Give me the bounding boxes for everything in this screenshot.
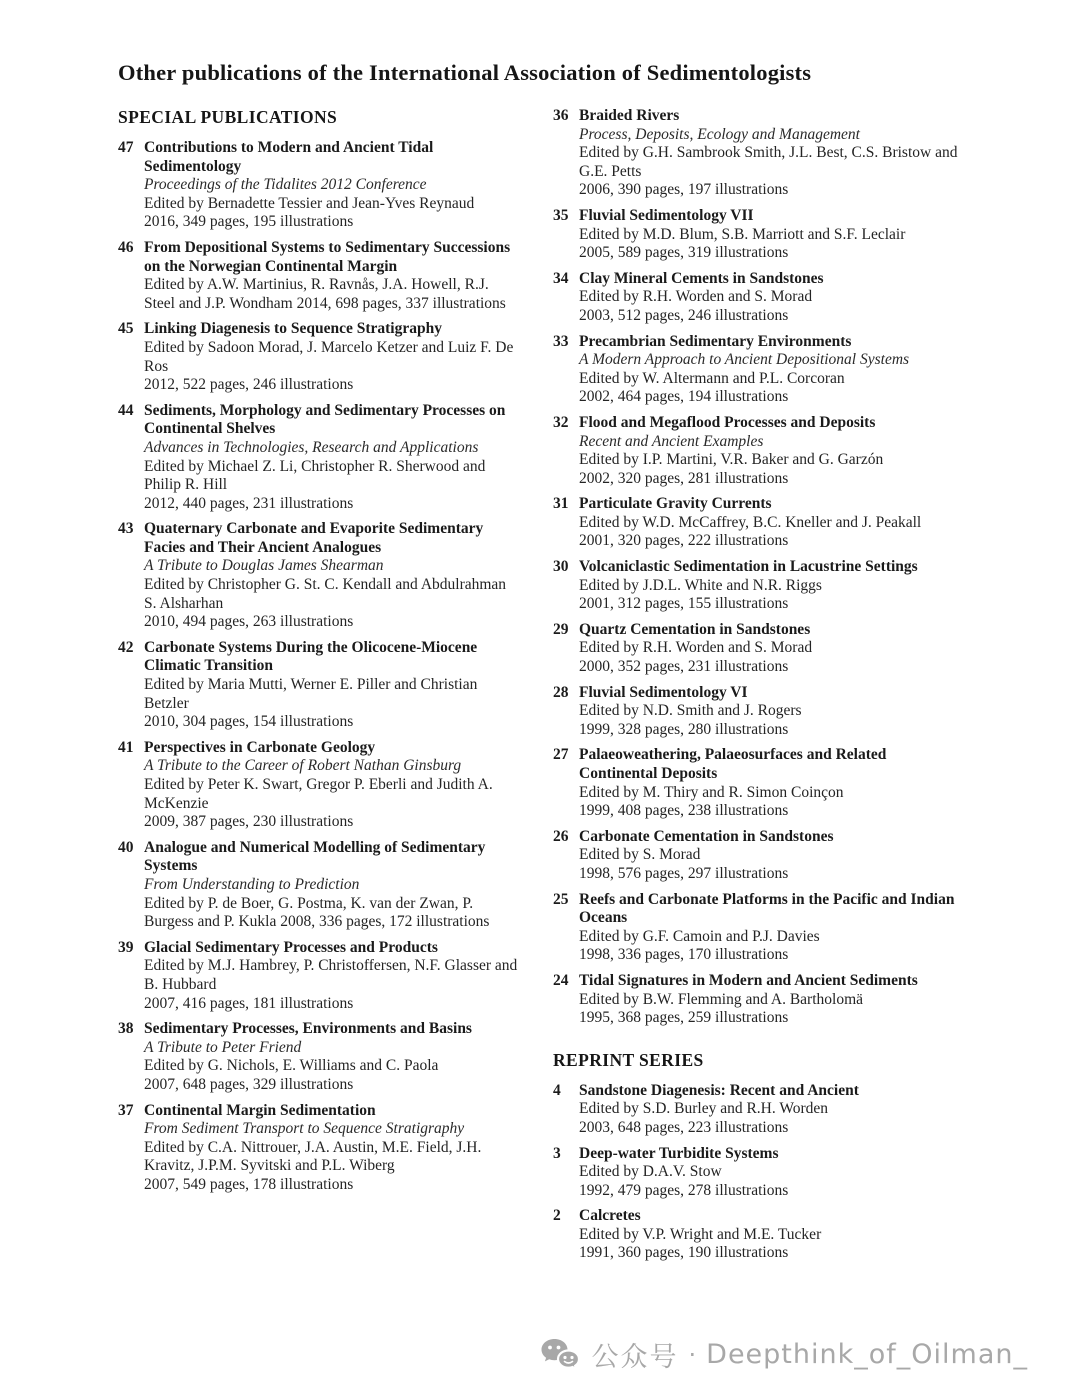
publication-title: Volcaniclastic Sedimentation in Lacustrine Settings bbox=[579, 558, 918, 576]
publication-item bbox=[553, 828, 967, 884]
watermark-label: 公众号 bbox=[591, 1342, 679, 1373]
publication-number: 39 bbox=[118, 938, 134, 956]
publication-details: 2007, 648 pages, 329 illustrations bbox=[144, 1075, 354, 1093]
publication-number: 36 bbox=[553, 107, 569, 124]
publication-title: Precambrian Sedimentary Environments bbox=[579, 332, 852, 350]
publication-body bbox=[579, 972, 967, 1028]
publication-details: 2003, 512 pages, 246 illustrations bbox=[579, 306, 789, 324]
publication-details: Edited by M. Thiry and R. Simon Coinçon bbox=[579, 783, 844, 801]
publication-number: 26 bbox=[553, 827, 569, 845]
publication-details: Edited by M.D. Blum, S.B. Marriott and S.F. Leclair bbox=[579, 225, 906, 243]
publication-details: 2001, 312 pages, 155 illustrations bbox=[579, 595, 789, 613]
publication-details: Edited by D.A.V. Stow bbox=[579, 1163, 722, 1181]
publication-item bbox=[553, 621, 967, 677]
publication-details: Edited by I.P. Martini, V.R. Baker and G. Garzón bbox=[579, 451, 884, 469]
publication-body bbox=[144, 1102, 522, 1195]
publication-details: 1998, 576 pages, 297 illustrations bbox=[579, 864, 789, 882]
publication-number: 41 bbox=[118, 738, 134, 756]
publication-body bbox=[144, 520, 522, 632]
publication-body bbox=[579, 621, 967, 677]
publication-title: Sediments, Morphology and Sedimentary Processes on Continental Shelves bbox=[144, 401, 506, 438]
publication-details: 2001, 320 pages, 222 illustrations bbox=[579, 532, 789, 550]
publication-number: 33 bbox=[553, 332, 569, 350]
publication-item bbox=[118, 320, 522, 394]
two-column-layout bbox=[118, 107, 1080, 1270]
publication-body bbox=[579, 333, 967, 407]
publication-number: 38 bbox=[118, 1020, 134, 1038]
publication-details: Edited by S.D. Burley and R.H. Worden bbox=[579, 1100, 829, 1118]
wechat-icon bbox=[540, 1337, 580, 1373]
publication-details: Edited by Sadoon Morad, J. Marcelo Ketzer and Luiz F. De Ros bbox=[144, 338, 514, 375]
publication-body bbox=[579, 746, 967, 820]
publication-item bbox=[553, 495, 967, 551]
publication-body bbox=[144, 139, 522, 232]
publication-number: 29 bbox=[553, 620, 569, 638]
publication-title: Fluvial Sedimentology VII bbox=[579, 206, 754, 224]
section-heading: REPRINT SERIES bbox=[553, 1049, 704, 1070]
publication-number: 37 bbox=[118, 1101, 134, 1119]
publication-details: 1991, 360 pages, 190 illustrations bbox=[579, 1244, 789, 1262]
publication-item bbox=[118, 520, 522, 632]
publication-body bbox=[579, 828, 967, 884]
publication-title: Sandstone Diagenesis: Recent and Ancient bbox=[579, 1081, 859, 1099]
publication-number: 34 bbox=[553, 269, 569, 287]
publication-details: Edited by B.W. Flemming and A. Bartholomä bbox=[579, 990, 864, 1008]
publication-details: Edited by V.P. Wright and M.E. Tucker bbox=[579, 1225, 822, 1243]
publication-body bbox=[144, 1020, 522, 1094]
publication-details: Edited by R.H. Worden and S. Morad bbox=[579, 639, 813, 657]
page-title: Other publications of the International Association of Sedimentologists bbox=[118, 60, 812, 85]
publication-item bbox=[553, 972, 967, 1028]
publication-item bbox=[118, 239, 522, 313]
publication-title: Particulate Gravity Currents bbox=[579, 495, 772, 513]
publication-details: 2010, 494 pages, 263 illustrations bbox=[144, 613, 354, 631]
publication-number: 4 bbox=[553, 1081, 561, 1099]
publication-details: 2007, 416 pages, 181 illustrations bbox=[144, 994, 354, 1012]
left-column bbox=[118, 107, 522, 1270]
publication-details: Edited by Christopher G. St. C. Kendall and Abdulrahman S. Alsharhan bbox=[144, 576, 507, 612]
publication-item bbox=[118, 139, 522, 232]
publication-body bbox=[579, 558, 967, 614]
publication-details: Edited by C.A. Nittrouer, J.A. Austin, M.E. Field, J.H. Kravitz, J.P.M. Syvitski and P.L. Wiberg bbox=[144, 1138, 482, 1175]
publication-body bbox=[579, 495, 967, 551]
publication-details: 1998, 336 pages, 170 illustrations bbox=[579, 946, 789, 964]
publication-details: Edited by W.D. McCaffrey, B.C. Kneller and J. Peakall bbox=[579, 513, 922, 531]
publication-body bbox=[579, 107, 967, 200]
publication-number: 45 bbox=[118, 320, 134, 338]
publication-title: Contributions to Modern and Ancient Tidal Sedimentology bbox=[144, 139, 434, 175]
publication-details: 2012, 440 pages, 231 illustrations bbox=[144, 494, 354, 512]
publication-title: Sedimentary Processes, Environments and Basins bbox=[144, 1020, 472, 1038]
publication-details: Edited by Bernadette Tessier and Jean-Yves Reynaud bbox=[144, 194, 475, 212]
publication-item bbox=[553, 333, 967, 407]
publication-details: 2003, 648 pages, 223 illustrations bbox=[579, 1118, 789, 1136]
publication-number: 32 bbox=[553, 413, 569, 431]
publication-details: 2009, 387 pages, 230 illustrations bbox=[144, 813, 354, 831]
publication-details: 2002, 320 pages, 281 illustrations bbox=[579, 469, 789, 487]
publication-body bbox=[579, 1145, 967, 1201]
publication-item bbox=[118, 839, 522, 932]
publication-title: Tidal Signatures in Modern and Ancient Sediments bbox=[579, 971, 918, 989]
publication-details: Edited by Peter K. Swart, Gregor P. Eberli and Judith A. McKenzie bbox=[144, 776, 493, 812]
publication-item bbox=[553, 270, 967, 326]
publication-title: Deep-water Turbidite Systems bbox=[579, 1144, 779, 1162]
publication-number: 27 bbox=[553, 746, 569, 764]
publication-subtitle: From Understanding to Prediction bbox=[144, 875, 360, 893]
publication-details: 2002, 464 pages, 194 illustrations bbox=[579, 388, 789, 406]
publication-details: Edited by G.H. Sambrook Smith, J.L. Best, C.S. Bristow and G.E. Petts bbox=[579, 144, 958, 180]
publication-number: 2 bbox=[553, 1207, 561, 1225]
publication-subtitle: Process, Deposits, Ecology and Management bbox=[579, 125, 860, 143]
publication-number: 42 bbox=[118, 638, 134, 656]
publication-number: 44 bbox=[118, 401, 134, 419]
publication-subtitle: Recent and Ancient Examples bbox=[579, 432, 764, 450]
publication-details: Edited by W. Altermann and P.L. Corcoran bbox=[579, 369, 845, 387]
publication-number: 24 bbox=[553, 971, 569, 989]
publication-item bbox=[118, 1020, 522, 1094]
publication-item bbox=[553, 1082, 967, 1138]
publication-body bbox=[579, 270, 967, 326]
publication-item bbox=[553, 414, 967, 488]
publication-details: 2007, 549 pages, 178 illustrations bbox=[144, 1175, 354, 1193]
publication-details: Edited by P. de Boer, G. Postma, K. van der Zwan, P. Burgess and P. Kukla 2008, 336 pages, 172 illustrations bbox=[144, 894, 490, 931]
publication-number: 3 bbox=[553, 1144, 561, 1162]
publication-number: 28 bbox=[553, 683, 569, 701]
publication-body bbox=[579, 684, 967, 740]
publication-title: Reefs and Carbonate Platforms in the Pacific and Indian Oceans bbox=[579, 890, 955, 927]
publication-details: Edited by S. Morad bbox=[579, 846, 701, 864]
publication-details: 1999, 328 pages, 280 illustrations bbox=[579, 720, 789, 738]
publication-details: Edited by G.F. Camoin and P.J. Davies bbox=[579, 927, 820, 945]
publication-number: 31 bbox=[553, 495, 569, 513]
publication-details: Edited by R.H. Worden and S. Morad bbox=[579, 288, 813, 306]
publication-subtitle: A Tribute to Peter Friend bbox=[144, 1038, 302, 1056]
right-column bbox=[553, 107, 967, 1270]
publication-subtitle: Advances in Technologies, Research and Applications bbox=[144, 438, 479, 456]
watermark bbox=[540, 1335, 1028, 1374]
publication-title: From Depositional Systems to Sedimentary Successions on the Norwegian Continental Margin bbox=[144, 238, 511, 275]
publication-item bbox=[118, 402, 522, 514]
publication-item bbox=[553, 1207, 967, 1263]
publication-body bbox=[144, 739, 522, 832]
publication-number: 35 bbox=[553, 206, 569, 224]
publication-title: Flood and Megaflood Processes and Deposits bbox=[579, 413, 876, 431]
publication-body bbox=[144, 320, 522, 394]
publication-item bbox=[553, 891, 967, 965]
publication-details: 2016, 349 pages, 195 illustrations bbox=[144, 213, 354, 231]
publication-item bbox=[118, 639, 522, 732]
publication-title: Glacial Sedimentary Processes and Products bbox=[144, 938, 438, 956]
publication-details: Edited by Maria Mutti, Werner E. Piller and Christian Betzler bbox=[144, 676, 478, 712]
publication-details: 2000, 352 pages, 231 illustrations bbox=[579, 658, 789, 676]
watermark-separator: · bbox=[688, 1340, 697, 1369]
publication-details: 1999, 408 pages, 238 illustrations bbox=[579, 802, 789, 820]
publication-body bbox=[579, 1082, 967, 1138]
publication-subtitle: Proceedings of the Tidalites 2012 Conference bbox=[144, 176, 427, 194]
publication-details: 2012, 522 pages, 246 illustrations bbox=[144, 376, 354, 394]
publication-body bbox=[579, 1207, 967, 1263]
publication-title: Quartz Cementation in Sandstones bbox=[579, 620, 811, 638]
publication-subtitle: A Modern Approach to Ancient Depositional Systems bbox=[579, 351, 910, 369]
publication-body bbox=[579, 414, 967, 488]
publication-subtitle: From Sediment Transport to Sequence Stratigraphy bbox=[144, 1120, 465, 1138]
publication-item bbox=[118, 1102, 522, 1195]
publication-item bbox=[553, 207, 967, 263]
publication-title: Palaeoweathering, Palaeosurfaces and Related Continental Deposits bbox=[579, 746, 887, 782]
publication-number: 30 bbox=[553, 558, 569, 576]
publication-details: 2010, 304 pages, 154 illustrations bbox=[144, 713, 354, 731]
publication-number: 43 bbox=[118, 520, 134, 538]
publication-item bbox=[118, 939, 522, 1013]
publication-title: Quaternary Carbonate and Evaporite Sedimentary Facies and Their Ancient Analogues bbox=[144, 520, 484, 556]
publication-details: 1992, 479 pages, 278 illustrations bbox=[579, 1181, 789, 1199]
publication-details: 1995, 368 pages, 259 illustrations bbox=[579, 1009, 789, 1027]
publication-body bbox=[144, 839, 522, 932]
publication-details: 2006, 390 pages, 197 illustrations bbox=[579, 181, 789, 199]
publication-details: Edited by N.D. Smith and J. Rogers bbox=[579, 702, 802, 720]
publication-title: Linking Diagenesis to Sequence Stratigraphy bbox=[144, 320, 442, 338]
section-heading: SPECIAL PUBLICATIONS bbox=[118, 107, 338, 127]
publication-title: Fluvial Sedimentology VI bbox=[579, 683, 748, 701]
publication-body bbox=[144, 402, 522, 514]
publication-body bbox=[144, 639, 522, 732]
publication-item bbox=[553, 684, 967, 740]
publication-title: Carbonate Systems During the Olicocene-Miocene Climatic Transition bbox=[144, 638, 478, 675]
publication-item bbox=[553, 107, 967, 200]
publication-details: Edited by A.W. Martinius, R. Ravnås, J.A. Howell, R.J. Steel and J.P. Wondham 2014, 698 pages, 337 illustrations bbox=[144, 276, 506, 312]
publication-item bbox=[118, 739, 522, 832]
publication-subtitle: A Tribute to Douglas James Shearman bbox=[144, 557, 384, 575]
publication-body bbox=[144, 239, 522, 313]
publication-subtitle: A Tribute to the Career of Robert Nathan Ginsburg bbox=[144, 757, 462, 775]
publication-number: 46 bbox=[118, 238, 134, 256]
publication-item bbox=[553, 558, 967, 614]
publication-item bbox=[553, 746, 967, 820]
publication-title: Analogue and Numerical Modelling of Sedimentary Systems bbox=[144, 838, 486, 875]
publication-details: 2005, 589 pages, 319 illustrations bbox=[579, 244, 789, 262]
publication-item bbox=[553, 1145, 967, 1201]
publication-details: Edited by M.J. Hambrey, P. Christoffersen, N.F. Glasser and B. Hubbard bbox=[144, 957, 518, 993]
publication-details: Edited by J.D.L. White and N.R. Riggs bbox=[579, 576, 822, 594]
publication-body bbox=[579, 207, 967, 263]
publication-title: Carbonate Cementation in Sandstones bbox=[579, 827, 834, 845]
publication-details: Edited by Michael Z. Li, Christopher R. Sherwood and Philip R. Hill bbox=[144, 457, 486, 494]
publication-title: Clay Mineral Cements in Sandstones bbox=[579, 269, 824, 287]
publication-details: Edited by G. Nichols, E. Williams and C. Paola bbox=[144, 1057, 439, 1075]
watermark-account: Deepthink_of_Oilman_ bbox=[706, 1339, 1028, 1370]
publication-body bbox=[579, 891, 967, 965]
publication-title: Continental Margin Sedimentation bbox=[144, 1101, 376, 1119]
publication-body bbox=[144, 939, 522, 1013]
publication-title: Calcretes bbox=[579, 1207, 641, 1225]
publication-title: Perspectives in Carbonate Geology bbox=[144, 738, 376, 756]
publication-title: Braided Rivers bbox=[579, 107, 680, 124]
publication-number: 47 bbox=[118, 139, 134, 156]
publication-number: 40 bbox=[118, 838, 134, 856]
publication-number: 25 bbox=[553, 890, 569, 908]
